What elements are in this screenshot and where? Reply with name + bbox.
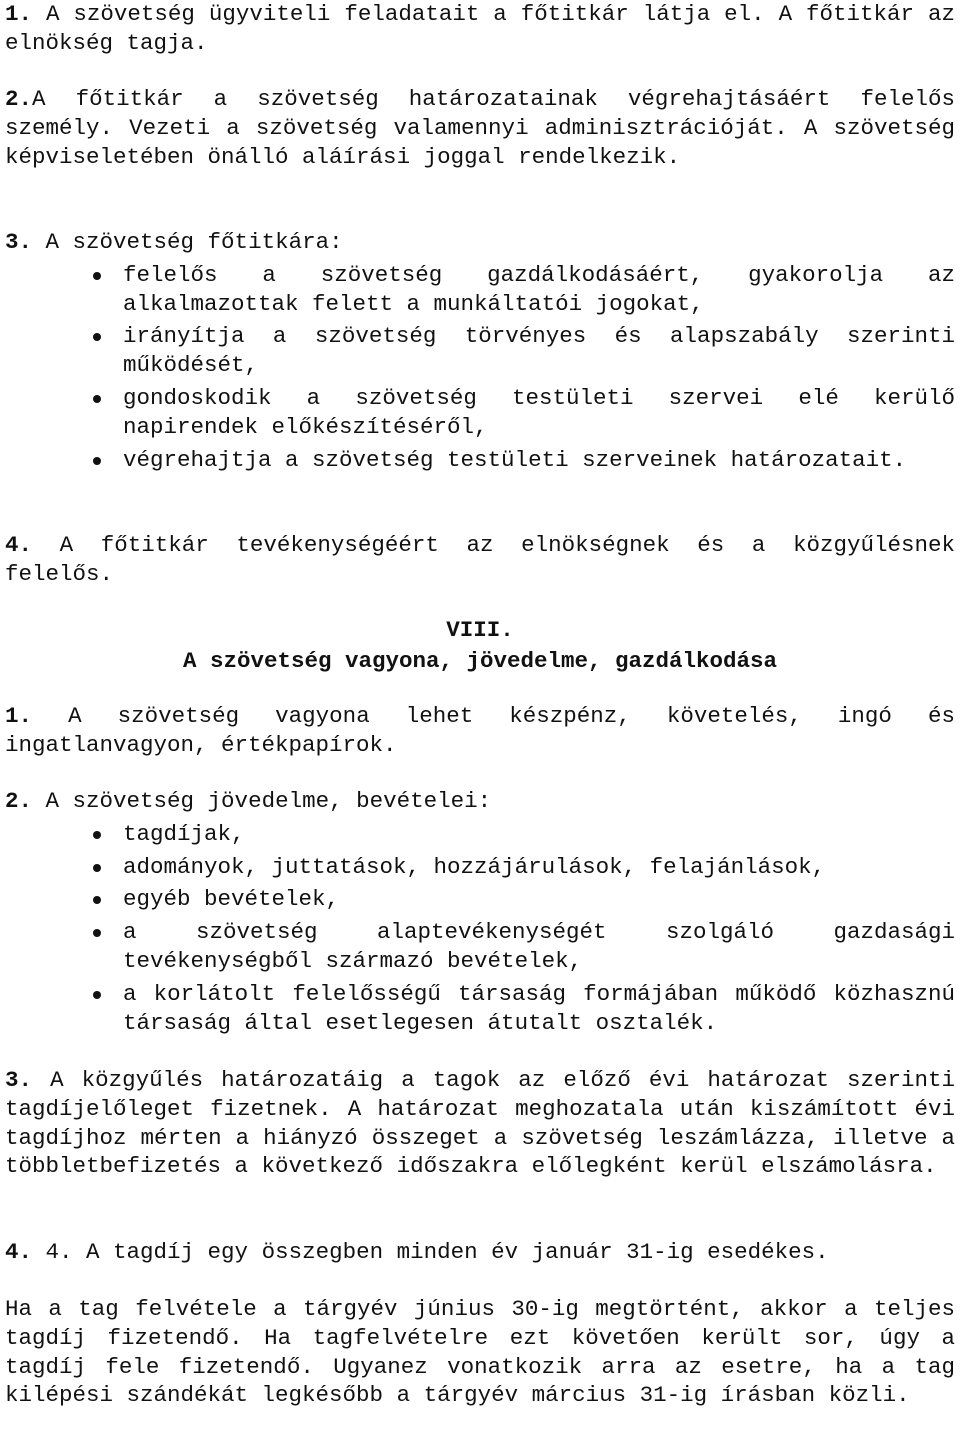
- list-item: [5, 820, 955, 849]
- bullet-icon: [93, 991, 101, 999]
- paragraph-number: 4.: [5, 532, 33, 558]
- bullet-icon: [93, 929, 101, 937]
- paragraph-4: [5, 531, 955, 589]
- bullet-icon: [93, 272, 101, 280]
- list-item-text: felelős a szövetség gazdálkodásáért, gyakorolja az alkalmazottak felett a munkáltatói jogokat,: [123, 261, 955, 317]
- paragraph-2: [5, 85, 955, 171]
- paragraph-number: 3.: [5, 1067, 33, 1093]
- bullet-icon: [93, 864, 101, 872]
- bullet-icon: [93, 395, 101, 403]
- asset-paragraph-2: [5, 787, 955, 1037]
- list-item-text: a szövetség alaptevékenységét szolgáló gazdasági tevékenységből származó bevételek,: [123, 919, 955, 974]
- chapter-title: A szövetség vagyona, jövedelme, gazdálkodása: [182, 647, 778, 674]
- bullet-list-secretary-duties: [5, 261, 955, 475]
- bullet-icon: [93, 831, 101, 839]
- asset-paragraph-3: [5, 1066, 955, 1181]
- list-item-text: irányítja a szövetség törvényes és alapszabály szerinti működését,: [123, 323, 955, 379]
- list-item: [5, 980, 955, 1038]
- bullet-icon: [93, 457, 101, 465]
- paragraph-text: A közgyűlés határozatáig a tagok az előző évi határozat szerinti tagdíjelőleget fizetnek. A határozat meghozatala után kiszámított évi tagdíjhoz mérten a hiányzó összeget a szövetség leszámlázza, illetve a többletbefizetés a következő időszakra előlegként kerül elszámolásra.: [5, 1067, 955, 1180]
- paragraph-number: 2.: [5, 86, 33, 112]
- list-item-text: tagdíjak,: [123, 820, 245, 847]
- paragraph-number: 1.: [5, 1, 33, 27]
- list-item-text: a korlátolt felelősségű társaság formájában működő közhasznú társaság által esetlegesen átutalt osztalék.: [123, 980, 955, 1036]
- list-item-text: egyéb bevételek,: [123, 886, 340, 913]
- list-item: [5, 261, 955, 319]
- list-item: [5, 853, 955, 882]
- paragraph-number: 4.: [5, 1239, 33, 1265]
- paragraph-text: A szövetség ügyviteli feladatait a főtitkár látja el. A főtitkár az elnökség tagja.: [5, 1, 955, 56]
- paragraph-text: A szövetség vagyona lehet készpénz, követelés, ingó és ingatlanvagyon, értékpapírok.: [5, 703, 955, 758]
- paragraph-text: A főtitkár tevékenységéért az elnökségnek és a közgyűlésnek felelős.: [5, 532, 955, 587]
- chapter-heading: [5, 616, 955, 676]
- paragraph-number: 3.: [5, 229, 33, 255]
- asset-paragraph-4: [5, 1238, 955, 1267]
- paragraph-text: 4. A tagdíj egy összegben minden év január 31-ig esedékes.: [45, 1239, 829, 1265]
- list-item: [5, 446, 955, 475]
- asset-paragraph-1: [5, 702, 955, 760]
- paragraph-2-intro: [5, 787, 955, 816]
- paragraph-text: A szövetség jövedelme, bevételei:: [45, 788, 492, 814]
- paragraph-number: 1.: [5, 703, 33, 729]
- chapter-number: VIII.: [446, 617, 514, 643]
- bullet-list-income: [5, 820, 955, 1038]
- list-item-text: adományok, juttatások, hozzájárulások, felajánlások,: [123, 853, 826, 880]
- asset-paragraph-5: [5, 1295, 955, 1410]
- paragraph-text: A szövetség főtitkára:: [45, 229, 343, 255]
- paragraph-3-intro: [5, 228, 955, 257]
- bullet-icon: [93, 333, 101, 341]
- list-item-text: gondoskodik a szövetség testületi szervei elé kerülő napirendek előkészítéséről,: [123, 384, 955, 440]
- paragraph-text: A főtitkár a szövetség határozatainak végrehajtásáért felelős személy. Vezeti a szövetség valamennyi adminisztrációját. A szövetség képviseletében önálló aláírási joggal rendelkezik.: [5, 86, 955, 170]
- bullet-icon: [93, 896, 101, 904]
- paragraph-number: 2.: [5, 788, 33, 814]
- paragraph-3: [5, 228, 955, 474]
- paragraph-text: Ha a tag felvétele a tárgyév június 30-ig megtörtént, akkor a teljes tagdíj fizetendő. Ha tagfelvételre ezt követően került sor, úgy a tagdíj fele fizetendő. Ugyanez vonatkozik arra az esetre, ha a tag kilépési szándékát legkésőbb a tárgyév március 31-ig írásban közli.: [5, 1296, 955, 1409]
- list-item: [5, 322, 955, 380]
- list-item: [5, 918, 955, 976]
- list-item: [5, 384, 955, 442]
- list-item-text: végrehajtja a szövetség testületi szerveinek határozatait.: [123, 446, 907, 473]
- list-item: [5, 885, 955, 914]
- paragraph-1: [5, 0, 955, 58]
